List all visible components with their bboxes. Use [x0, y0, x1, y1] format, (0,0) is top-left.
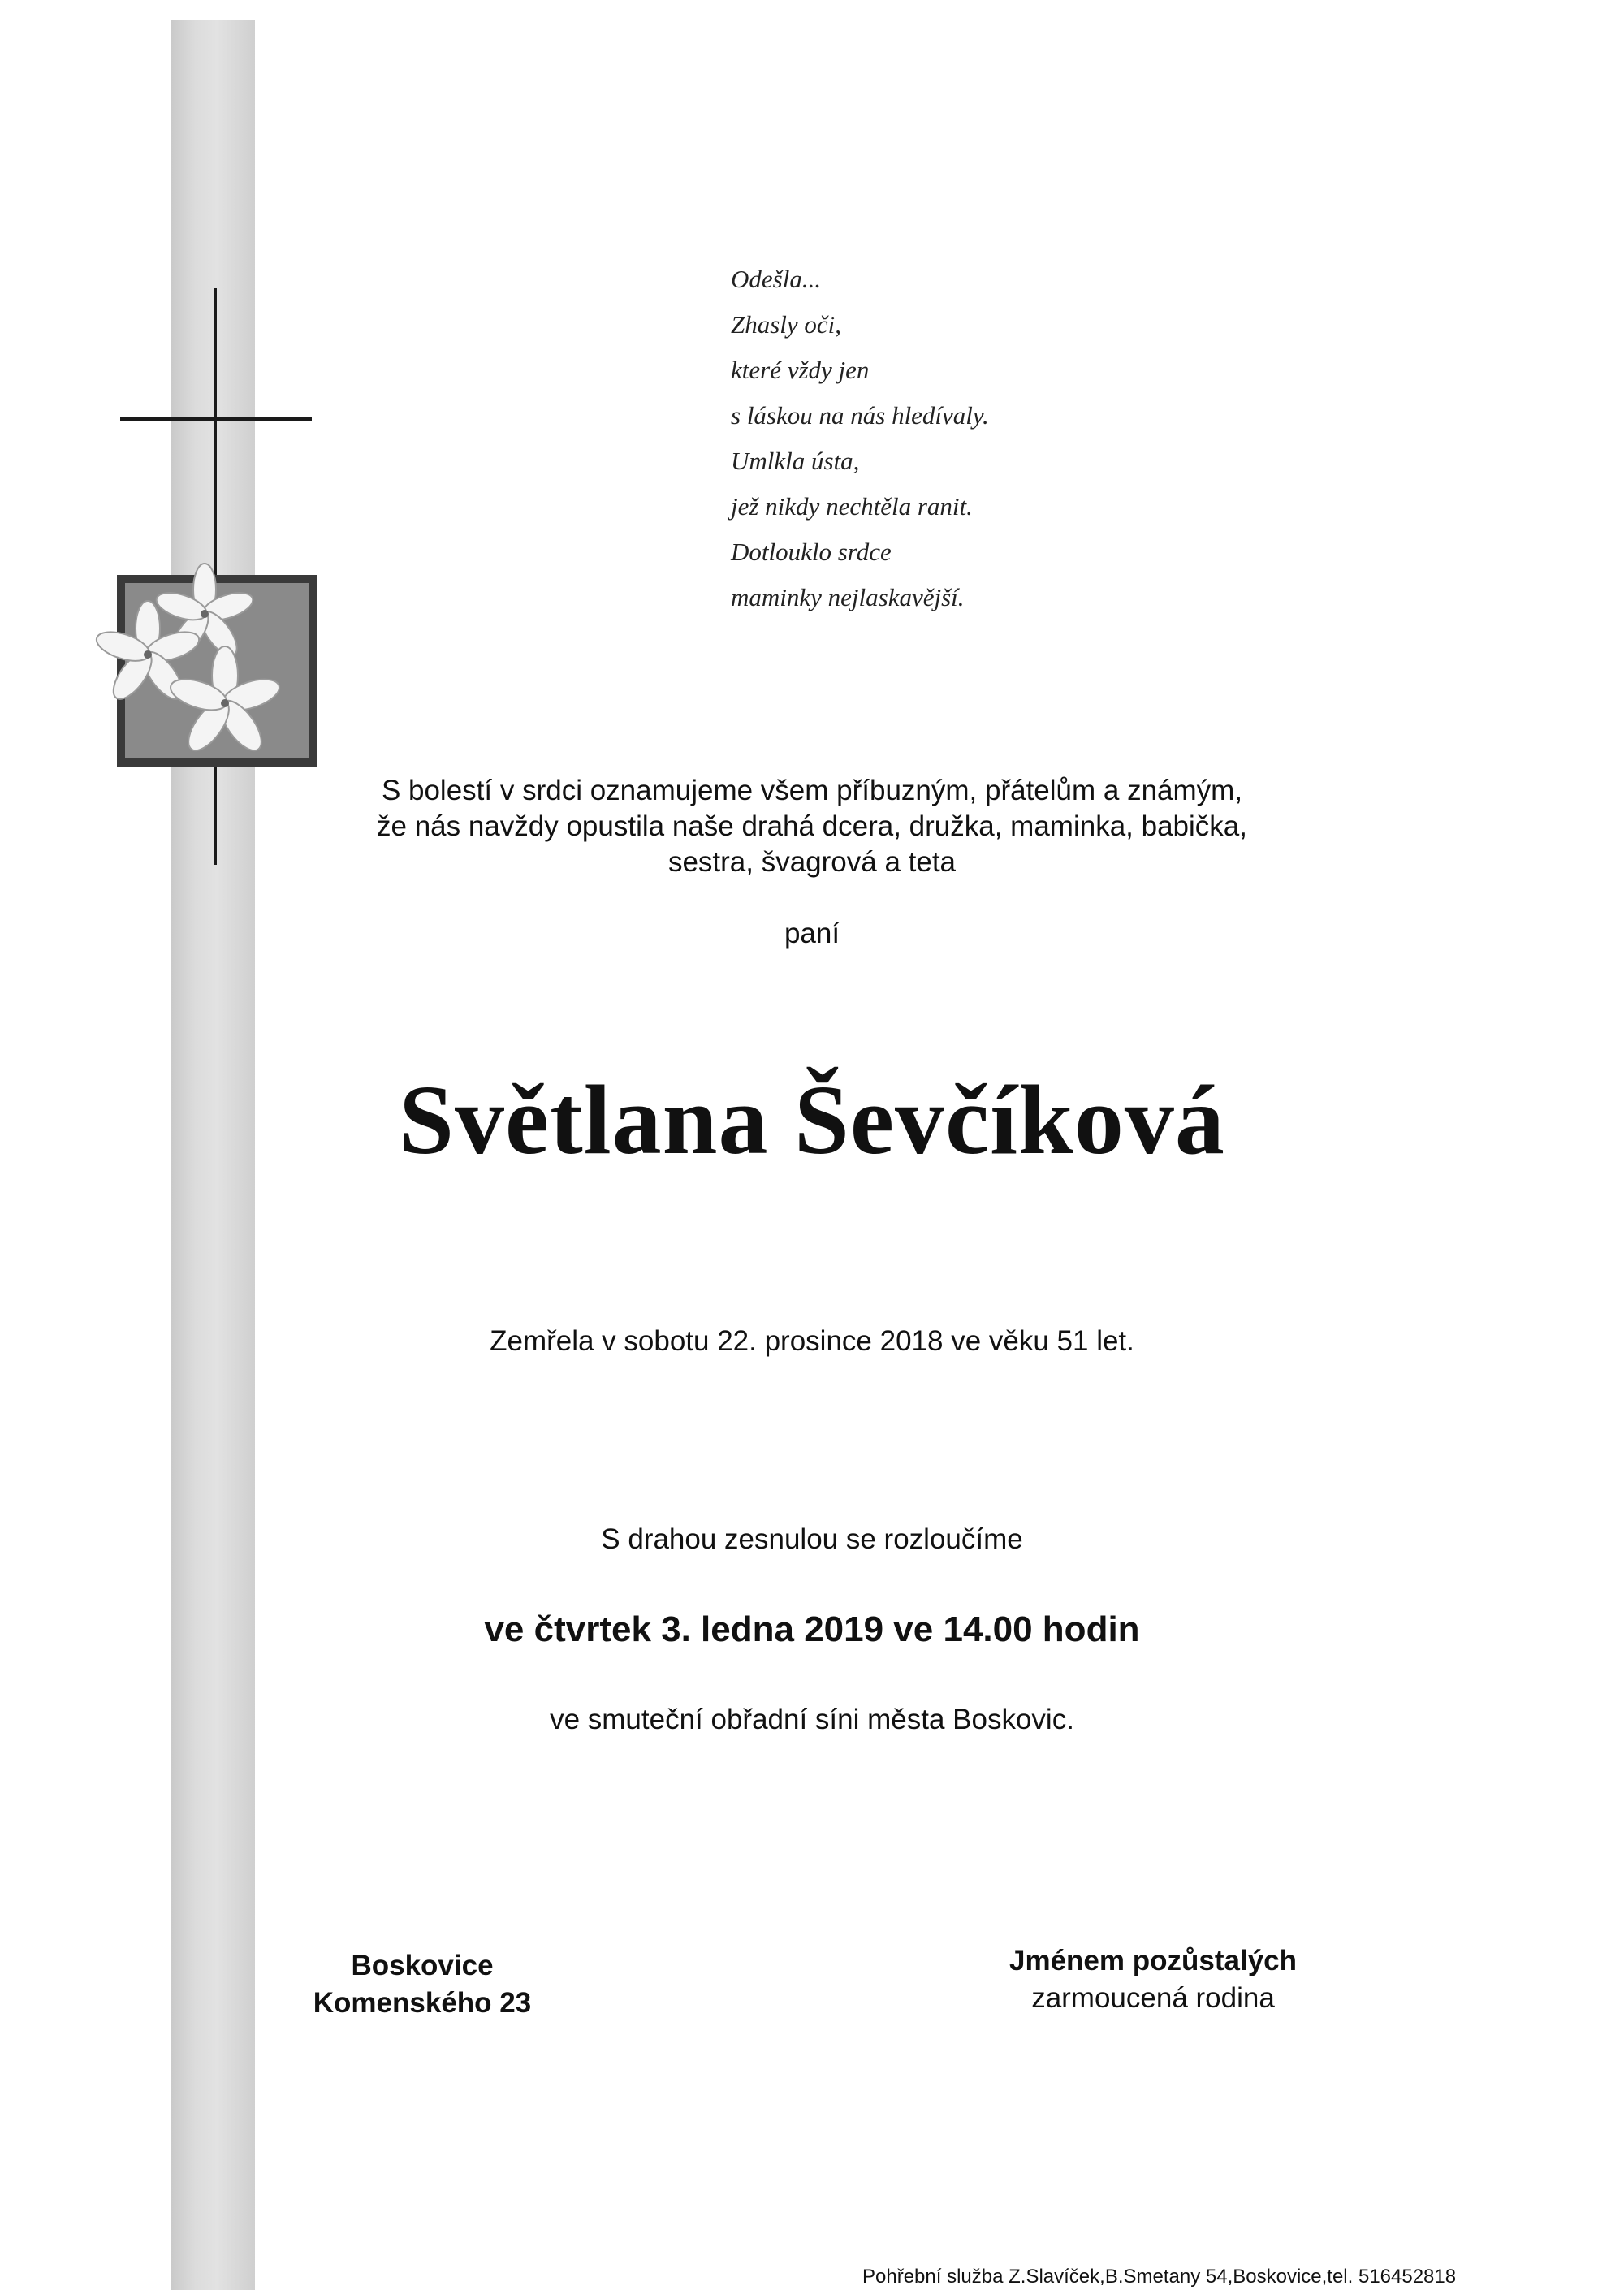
lily-flowers-icon	[115, 573, 318, 768]
farewell-intro: S drahou zesnulou se rozloučíme	[601, 1523, 1023, 1555]
funeral-service-footer: Pohřební služba Z.Slavíček,B.Smetany 54,Boskovice,tel. 516452818	[862, 2266, 1457, 2288]
family-line-2: zarmoucená rodina	[1031, 1982, 1275, 2014]
family-line-1: Jménem pozůstalých	[1009, 1945, 1297, 1976]
honorific: paní	[784, 918, 840, 949]
announcement-line: sestra, švagrová a teta	[667, 846, 957, 878]
ceremony-datetime: ve čtvrtek 3. ledna 2019 ve 14.00 hodin	[484, 1609, 1140, 1649]
ceremony-place: ve smuteční obřadní síni města Boskovic.	[550, 1704, 1074, 1735]
address-block	[276, 1947, 568, 2022]
poem-line: Umlkla ústa,	[731, 447, 860, 475]
announcement-line: že nás navždy opustila naše drahá dcera, družka, maminka, babička,	[377, 810, 1247, 842]
death-date: Zemřela v sobotu 22. prosince 2018 ve věku 51 let.	[490, 1325, 1134, 1357]
deceased-name: Světlana Ševčíková	[399, 1065, 1225, 1175]
cross-horizontal-bar	[120, 417, 312, 421]
poem-line: Zhasly oči,	[731, 310, 842, 339]
poem-line: které vždy jen	[731, 356, 870, 384]
poem-line: jež nikdy nechtěla ranit.	[731, 492, 973, 521]
announcement-line: S bolestí v srdci oznamujeme všem příbuzným, přátelům a známým,	[381, 775, 1243, 806]
poem-line: Odešla...	[731, 265, 822, 293]
poem-line: maminky nejlaskavější.	[731, 583, 965, 611]
poem-line: s láskou na nás hledívaly.	[731, 401, 989, 430]
address-city: Boskovice	[351, 1950, 494, 1981]
announcement-text	[0, 773, 1624, 880]
family-signature	[966, 1942, 1340, 2017]
poem-line: Dotlouklo srdce	[731, 538, 892, 566]
address-street: Komenského 23	[313, 1987, 532, 2019]
poem	[731, 257, 1299, 620]
